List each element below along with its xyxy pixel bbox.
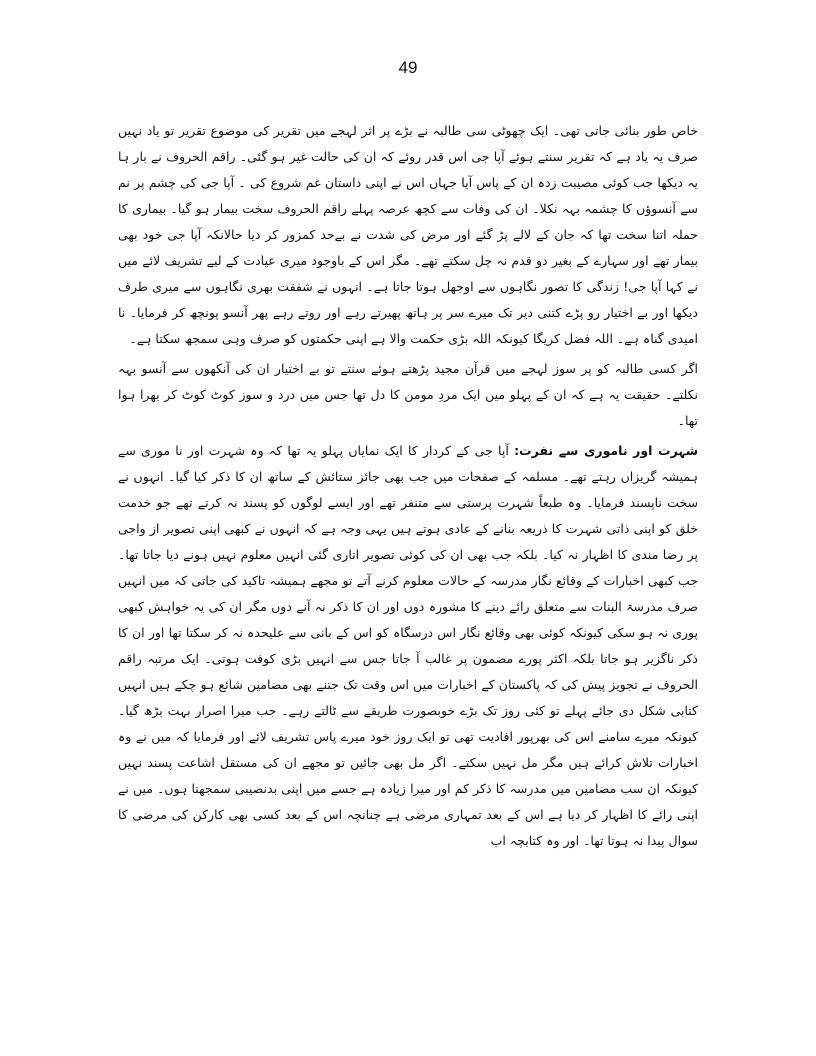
paragraph-3 (118, 438, 698, 854)
section-heading: شہرت اور ناموری سے نفرت: (514, 443, 699, 458)
paragraph-1: خاص طور بنائی جاتی تھی۔ ایک چھوٹی سی طالبہ نے بڑے پر اثر لہجے میں تقریر کی موضوع تقریر تو یاد نہیں صرف یہ یاد ہے کہ تقریر سنتے ہوئے آپا جی اس قدر روئے کہ ان کی حالت غیر ہو گئی۔ راقم الحروف نے بار ہا یہ دیکھا جب کوئی مصیبت زدہ ان کے پاس آیا جہاں اس نے اپنی داستان غم شروع کی ۔ آپا جی کی چشم پر نم سے آنسوؤں کا چشمہ بہہ نکلا۔ ان کی وفات سے کچھ عرصہ پہلے راقم الحروف سخت بیمار ہو گیا۔ بیماری کا حملہ اتنا سخت تھا کہ جان کے لالے پڑ گئے اور مرض کی شدت نے بےحد کمزور کر دیا حالانکہ آپا جی خود بھی بیمار تھے اور سہارے کے بغیر دو قدم نہ چل سکتے تھے۔ مگر اس کے باوجود میری عیادت کے لیے تشریف لائے میں نے کہا آپا جی! زندگی کا تصور نگاہوں سے اوجھل ہوتا جاتا ہے۔ انہوں نے شفقت بھری نگاہوں سے میری طرف دیکھا اور بے اختیار رو پڑے کتنی دیر تک میرے سر پر ہاتھ پھیرتے رہے اور روتے رہے پھر آنسو پونچھ کر فرمایا۔ نا امیدی گناہ ہے۔ اللہ فضل کریگا کیونکہ اللہ بڑی حکمت والا ہے اپنی حکمتوں کو صرف وہی سمجھ سکتا ہے۔ (118, 123, 698, 346)
page-number: 49 (398, 58, 418, 77)
paragraph-2: اگر کسی طالبہ کو پر سوز لہجے میں قرآن مجید پڑھتے ہوئے سنتے تو بے اختیار ان کی آنکھوں سے آنسو بہہ نکلتے۔ حقیقت یہ ہے کہ ان کے پہلو میں ایک مردِ مومن کا دل تھا جس میں درد و سوز کوٹ کوٹ کر بھرا ہوا تھا۔ (118, 361, 698, 428)
page-body (118, 118, 698, 854)
section-body: کہ وہ شہرت اور نا موری سے ہمیشہ گریزاں رہتے تھے۔ مسلمہ کے صفحات میں جب بھی جائز ستائش کے ساتھ ان کا ذکر کیا گیا۔ انہوں نے سخت ناپسند فرمایا۔ وہ طبعاً شہرت پرستی سے متنفر تھے اور ایسے لوگوں کو پسند نہ کرتے تھے جو خدمت خلق کو اپنی ذاتی شہرت کا ذریعہ بنانے کے عادی ہوتے ہیں یہی وجہ ہے کہ انہوں نے کبھی اپنی تصویر از واجی پر رضا مندی کا اظہار نہ کیا۔ بلکہ جب بھی ان کی کوئی تصویر اتاری گئی انہیں معلوم نہیں ہونے دیا جاتا تھا۔ جب کبھی اخبارات کے وقائع نگار مدرسہ کے حالات معلوم کرنے آتے تو مجھے ہمیشہ تاکید کی جاتی کہ میں انہیں صرف مدرسۃ البنات سے متعلق رائے دینے کا مشورہ دوں اور ان کا ذکر نہ آنے دوں مگر ان کی یہ خواہش کبھی پوری نہ ہو سکی کیونکہ کوئی بھی وقائع نگار اس درسگاہ کو اس کے بانی سے علیحدہ نہ کر سکتا تھا اور ان کا ذکر ناگزیر ہو جاتا بلکہ اکثر پورے مضمون پر غالب آ جاتا جس سے انہیں بڑی کوفت ہوتی۔ ایک مرتبہ راقم الحروف نے تجویز پیش کی کہ پاکستان کے اخبارات میں اس وقت تک جتنے بھی مضامین شائع ہو چکے ہیں انہیں کتابی شکل دی جائے پہلے تو کئی روز تک بڑے خوبصورت طریقے سے ٹالتے رہے۔ جب میرا اصرار بہت بڑھ گیا۔ کیونکہ میرے سامنے اس کی بھرپور افادیت تھی تو ایک روز خود میرے پاس تشریف لائے اور فرمایا کہ میں نے وہ اخبارات تلاش کرائے ہیں مگر مل نہیں سکتے۔ اگر مل بھی جائیں تو مجھے ان کی مستقل اشاعت پسند نہیں کیونکہ ان سب مضامین میں مدرسہ کا ذکر کم اور میرا زیادہ ہے جسے میں اپنی بدنصیبی سمجھتا ہوں۔ میں نے اپنی رائے کا اظہار کر دیا ہے اس کے بعد تمہاری مرضی ہے چنانچہ اس کے بعد کسی بھی کارکن کی مرضی کا سوال پیدا نہ ہوتا تھا۔ اور وہ کتابچہ اب (118, 443, 698, 848)
section-heading-lead: آپا جی کے کردار کا ایک نمایاں پہلو یہ تھا (287, 443, 509, 458)
